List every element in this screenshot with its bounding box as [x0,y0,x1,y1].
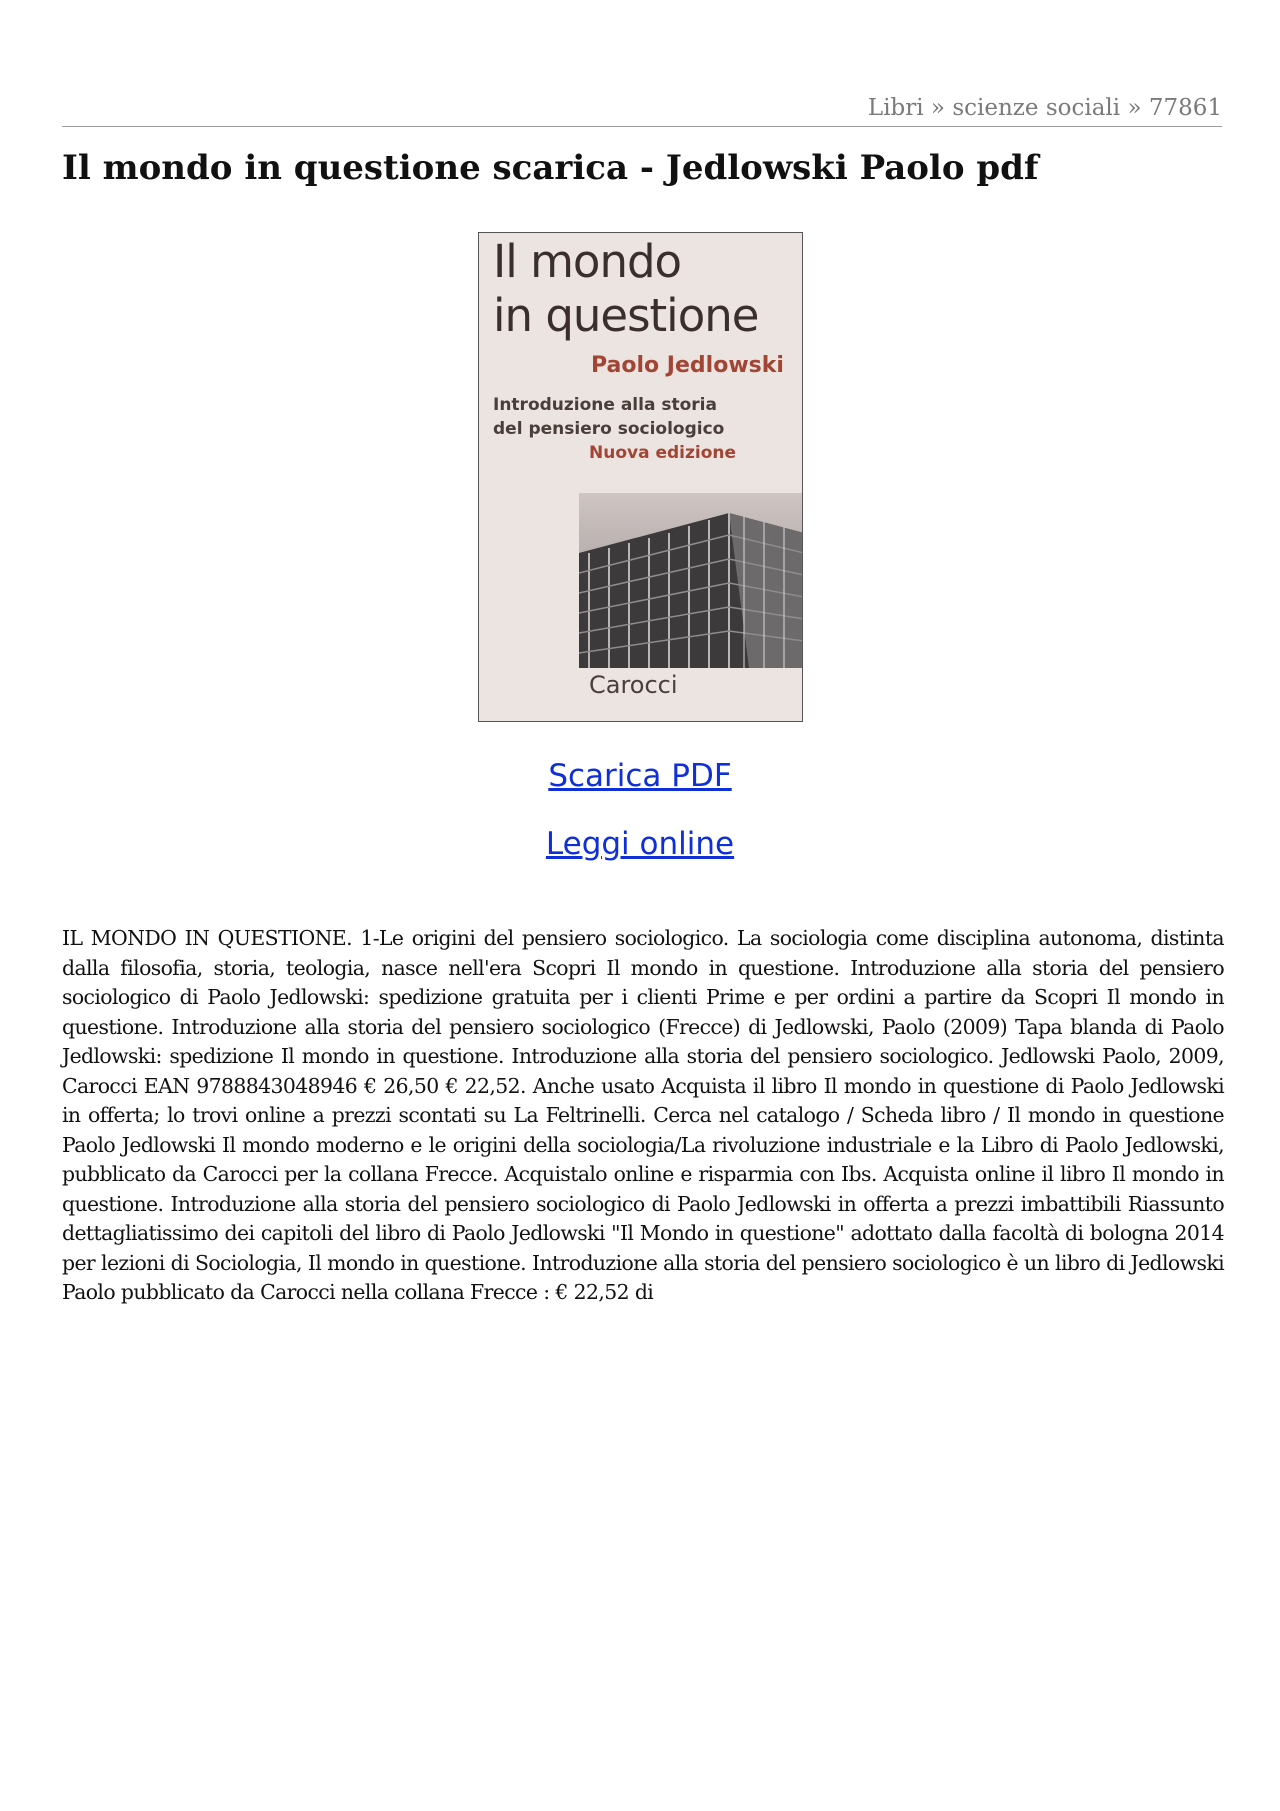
cover-subtitle-line-2: del pensiero sociologico [493,419,725,439]
cover-publisher: Carocci [589,671,678,699]
cover-title [493,235,758,343]
cover-title-line-2: in questione [493,289,759,342]
book-description: IL MONDO IN QUESTIONE. 1-Le origini del pensiero sociologico. La sociologia come disciplina autonoma, distinta dalla filosofia, storia, teologia, nasce nell'era Scopri Il mondo in questione. Introduzione alla storia del pensiero sociologico di Paolo Jedlowski: spedizione gratuita per i clienti Prime e per ordini a partire da Scopri Il mondo in questione. Introduzione alla storia del pensiero sociologico (Frecce) di Jedlowski, Paolo (2009) Tapa blanda di Paolo Jedlowski: spedizione Il mondo in questione. Introduzione alla storia del pensiero sociologico. Jedlowski Paolo, 2009, Carocci EAN 9788843048946 € 26,50 € 22,52. Anche usato Acquista il libro Il mondo in questione di Paolo Jedlowski in offerta; lo trovi online a prezzi scontati su La Feltrinelli. Cerca nel catalogo / Scheda libro / Il mondo in questione Paolo Jedlowski Il mondo moderno e le origini della sociologia/La rivoluzione industriale e la Libro di Paolo Jedlowski, pubblicato da Carocci per la collana Frecce. Acquistalo online e risparmia con Ibs. Acquista online il libro Il mondo in questione. Introduzione alla storia del pensiero sociologico di Paolo Jedlowski in offerta a prezzi imbattibili Riassunto dettagliatissimo dei capitoli del libro di Paolo Jedlowski "Il Mondo in questione" adottato dalla facoltà di bologna 2014 per lezioni di Sociologia, Il mondo in questione. Introduzione alla storia del pensiero sociologico è un libro di Jedlowski Paolo pubblicato da Carocci nella collana Frecce : € 22,52 di [62,926,1224,1304]
read-online-link[interactable]: Leggi online [545,826,735,862]
read-online-link-row [0,826,1280,862]
cover-title-line-1: Il mondo [493,235,682,288]
download-pdf-link-row [0,758,1280,794]
cover-subtitle-line-1: Introduzione alla storia [493,395,717,415]
cover-building-photo [579,493,803,668]
cover-subtitle [493,393,724,441]
cover-edition: Nuova edizione [589,443,737,463]
page-title: Il mondo in questione scarica - Jedlowski Paolo pdf [62,148,1039,188]
breadcrumb: Libri » scienze sociali » 77861 [62,94,1222,127]
cover-author: Paolo Jedlowski [591,353,784,378]
download-pdf-link[interactable]: Scarica PDF [548,758,732,794]
book-cover-image [478,232,803,722]
